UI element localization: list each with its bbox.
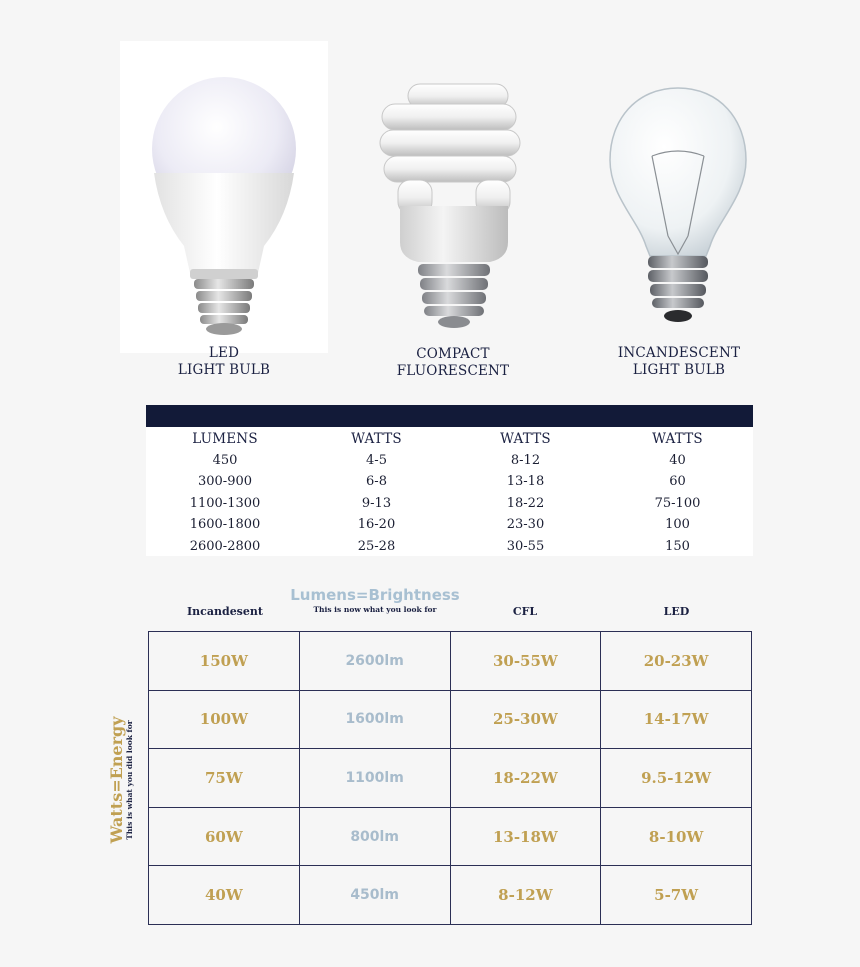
header-cell: LUMENS bbox=[192, 431, 258, 447]
cfl-watts: 13-18W bbox=[450, 807, 601, 866]
cfl-caption-line2: FLUORESCENT bbox=[396, 363, 510, 379]
watts-side-label bbox=[104, 660, 138, 900]
side-title: Watts=Energy bbox=[107, 716, 126, 844]
lumens-value: 2600lm bbox=[299, 632, 450, 691]
lumens-subtitle: This is now what you look for bbox=[313, 605, 437, 614]
incandescent-watts: 40W bbox=[149, 866, 300, 925]
lumens-value: 1100lm bbox=[299, 749, 450, 808]
table-cell: 1100-1300 bbox=[189, 496, 261, 511]
led-caption-line1: LED bbox=[208, 345, 240, 361]
header-cell: WATTS bbox=[351, 431, 402, 447]
table-cell: 2600-2800 bbox=[189, 539, 261, 554]
incandescent-watts: 100W bbox=[149, 690, 300, 749]
table-row bbox=[149, 690, 752, 749]
lumens-watts-table bbox=[146, 405, 753, 556]
lumens-value: 450lm bbox=[299, 866, 450, 925]
column-header-cfl: CFL bbox=[512, 605, 538, 618]
table-row bbox=[149, 632, 752, 691]
cfl-watts: 25-30W bbox=[450, 690, 601, 749]
led-caption-line2: LIGHT BULB bbox=[177, 362, 271, 378]
cfl-watts: 18-22W bbox=[450, 749, 601, 808]
lumens-value: 800lm bbox=[299, 807, 450, 866]
table-cell: 9-13 bbox=[361, 496, 392, 511]
table-cell: 6-8 bbox=[366, 474, 387, 489]
header-cell: WATTS bbox=[652, 431, 703, 447]
led-watts: 9.5-12W bbox=[601, 749, 752, 808]
table-cell: 18-22 bbox=[506, 496, 545, 511]
table-cell: 450 bbox=[212, 453, 238, 468]
table-cell: 16-20 bbox=[357, 517, 396, 532]
table-cell: 60 bbox=[669, 474, 686, 489]
table-header-row bbox=[146, 429, 753, 450]
side-subtitle: This is what you did look for bbox=[125, 720, 134, 840]
incandescent-caption-line2: LIGHT BULB bbox=[632, 362, 726, 378]
cfl-caption-line1: COMPACT bbox=[416, 346, 490, 362]
led-watts: 14-17W bbox=[601, 690, 752, 749]
incandescent-watts: 60W bbox=[149, 807, 300, 866]
table-cell: 25-28 bbox=[357, 539, 396, 554]
table-cell: 40 bbox=[669, 453, 686, 468]
table-cell: 23-30 bbox=[506, 517, 545, 532]
led-watts: 8-10W bbox=[601, 807, 752, 866]
cfl-watts: 30-55W bbox=[450, 632, 601, 691]
table-cell: 300-900 bbox=[197, 474, 253, 489]
table-cell: 150 bbox=[665, 539, 690, 554]
table-row bbox=[146, 450, 753, 471]
incandescent-bulb-image bbox=[606, 86, 750, 330]
lumens-title: Lumens=Brightness bbox=[290, 586, 460, 604]
incandescent-caption-line1: INCANDESCENT bbox=[617, 345, 741, 361]
column-header-led: LED bbox=[663, 605, 690, 618]
incandescent-watts: 75W bbox=[149, 749, 300, 808]
comparison-table bbox=[148, 631, 752, 925]
led-caption bbox=[150, 345, 298, 379]
table-cell: 8-12 bbox=[510, 453, 541, 468]
table-cell: 30-55 bbox=[506, 539, 545, 554]
table-cell: 13-18 bbox=[506, 474, 545, 489]
column-header-incandescent: Incandesent bbox=[187, 605, 263, 618]
header-cell: WATTS bbox=[500, 431, 551, 447]
cfl-bulb-image bbox=[372, 76, 532, 334]
led-watts: 20-23W bbox=[601, 632, 752, 691]
table-row bbox=[149, 749, 752, 808]
table-header-bar bbox=[146, 405, 753, 427]
table-cell: 1600-1800 bbox=[189, 517, 261, 532]
table-row bbox=[146, 514, 753, 535]
table-cell: 4-5 bbox=[366, 453, 387, 468]
lumens-value: 1600lm bbox=[299, 690, 450, 749]
incandescent-watts: 150W bbox=[149, 632, 300, 691]
table-cell: 75-100 bbox=[654, 496, 701, 511]
table-row bbox=[146, 536, 753, 557]
cfl-caption bbox=[374, 346, 532, 380]
led-bulb-image bbox=[120, 41, 328, 353]
table-row bbox=[149, 866, 752, 925]
table-cell: 100 bbox=[665, 517, 690, 532]
incandescent-caption bbox=[598, 345, 760, 379]
table-row bbox=[146, 471, 753, 492]
table-row bbox=[146, 493, 753, 514]
led-watts: 5-7W bbox=[601, 866, 752, 925]
cfl-watts: 8-12W bbox=[450, 866, 601, 925]
table-row bbox=[149, 807, 752, 866]
